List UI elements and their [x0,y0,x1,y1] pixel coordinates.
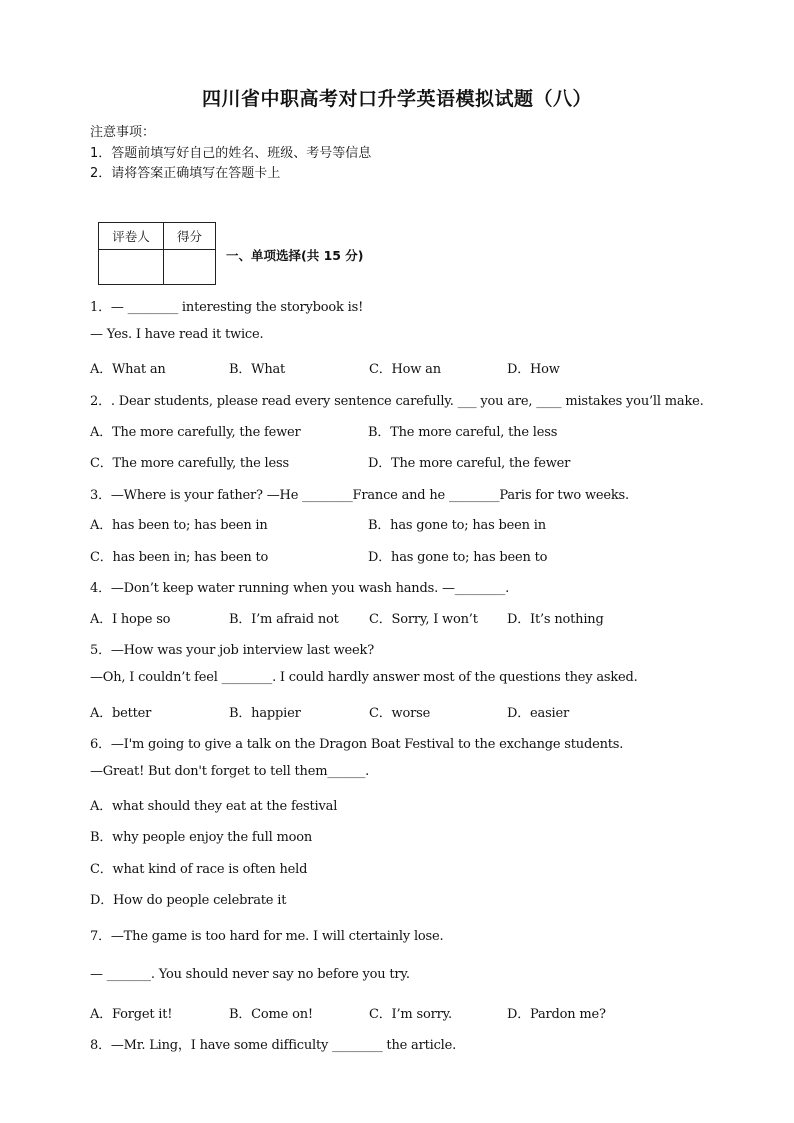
option-b: B．happier [229,706,301,721]
option-c: C．I’m sorry. [369,1007,452,1022]
grader-header: 评卷人 [99,223,164,250]
option-d: D．How [507,362,560,377]
question-stem: 5．—How was your job interview last week? [90,643,374,658]
option-d: D．Pardon me? [507,1007,606,1022]
option-b: B．I’m afraid not [229,612,339,627]
option-c: C．has been in; has been to [90,550,269,565]
question-stem: 6．—I'm going to give a talk on the Dragon Boat Festival to the exchange students. [90,737,624,752]
note-item: 1．答题前填写好自己的姓名、班级、考号等信息 [90,146,372,161]
option-c: C．what kind of race is often held [90,862,308,877]
option-d: D．How do people celebrate it [90,893,287,908]
question-stem: 2．. Dear students, please read every sentence carefully. ___ you are, ____ mistakes you’ll make. [90,394,704,409]
section-title: 一、单项选择(共 15 分) [226,248,364,263]
option-b: B．why people enjoy the full moon [90,830,313,845]
notes-heading: 注意事项： [90,125,156,140]
option-d: D．has gone to; has been to [368,550,548,565]
option-c: C．worse [369,706,431,721]
option-c: C．Sorry, I won’t [369,612,478,627]
option-b: B．What [229,362,286,377]
question-stem: 1．— ________ interesting the storybook is! [90,300,364,315]
score-header: 得分 [164,223,216,250]
option-a: A．Forget it! [90,1007,173,1022]
option-a: A．What an [90,362,166,377]
note-item: 2．请将答案正确填写在答题卡上 [90,166,281,181]
option-a: A．what should they eat at the festival [90,799,338,814]
question-stem: 3．—Where is your father? —He ________France and he ________Paris for two weeks. [90,488,629,503]
grader-cell [99,250,164,285]
option-a: A．better [90,706,152,721]
option-c: C．The more carefully, the less [90,456,289,471]
option-a: A．has been to; has been in [90,518,268,533]
option-b: B．has gone to; has been in [368,518,546,533]
question-stem: — _______. You should never say no before you try. [90,967,410,982]
option-b: B．The more careful, the less [368,425,558,440]
question-stem: —Great! But don't forget to tell them______. [90,764,370,779]
option-d: D．The more careful, the fewer [368,456,571,471]
page-title: 四川省中职高考对口升学英语模拟试题（八） [201,88,592,110]
question-stem: — Yes. I have read it twice. [90,327,264,342]
option-d: D．easier [507,706,570,721]
option-a: A．I hope so [90,612,171,627]
question-stem: 4．—Don’t keep water running when you wash hands. —________. [90,581,510,596]
question-stem: 8．—Mr. Ling，I have some difficulty ________ the article. [90,1038,457,1053]
question-stem: —Oh, I couldn’t feel ________. I could hardly answer most of the questions they asked. [90,670,638,685]
question-stem: 7．—The game is too hard for me. I will ctertainly lose. [90,929,444,944]
option-c: C．How an [369,362,441,377]
option-a: A．The more carefully, the fewer [90,425,301,440]
option-d: D．It’s nothing [507,612,604,627]
score-table [98,222,216,285]
score-cell [164,250,216,285]
option-b: B．Come on! [229,1007,313,1022]
